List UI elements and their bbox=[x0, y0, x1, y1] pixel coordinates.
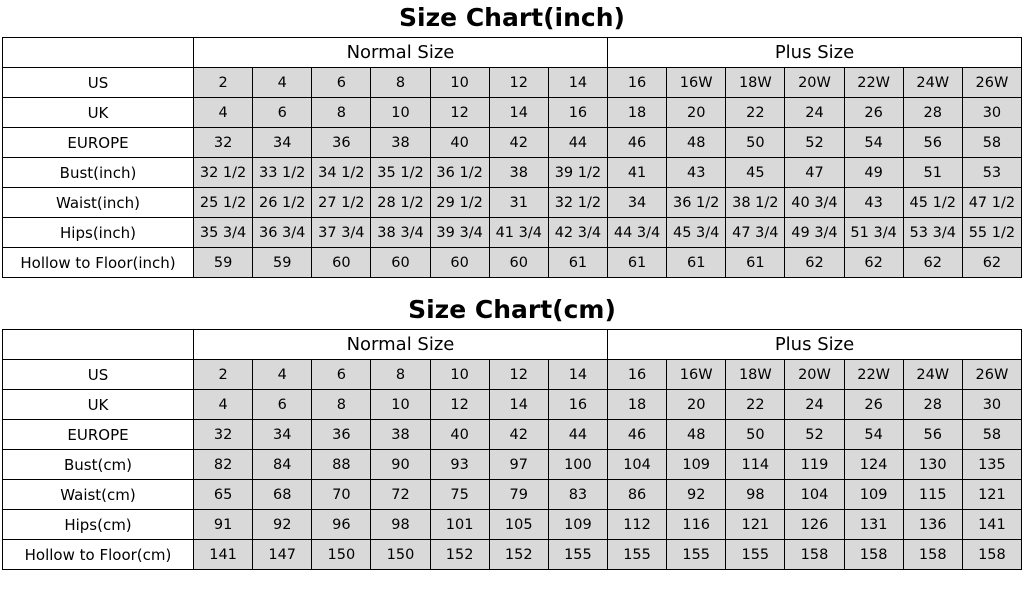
table-cell: 4 bbox=[253, 68, 312, 98]
group-header-normal-size: Normal Size bbox=[194, 330, 608, 360]
size-chart-inch-body bbox=[3, 38, 1022, 278]
size-chart-cm-table bbox=[2, 329, 1022, 570]
table-row bbox=[3, 158, 1022, 188]
table-cell: 114 bbox=[726, 450, 785, 480]
table-cell: 92 bbox=[667, 480, 726, 510]
table-cell: 50 bbox=[726, 420, 785, 450]
table-cell: 88 bbox=[312, 450, 371, 480]
group-header-normal-size: Normal Size bbox=[194, 38, 608, 68]
table-cell: 22W bbox=[844, 68, 903, 98]
table-row bbox=[3, 98, 1022, 128]
table-cell: 43 bbox=[844, 188, 903, 218]
table-cell: 39 1/2 bbox=[548, 158, 607, 188]
table-cell: 115 bbox=[903, 480, 962, 510]
table-cell: 51 bbox=[903, 158, 962, 188]
table-cell: 158 bbox=[962, 540, 1021, 570]
table-cell: 28 1/2 bbox=[371, 188, 430, 218]
table-cell: 52 bbox=[785, 420, 844, 450]
table-cell: 34 1/2 bbox=[312, 158, 371, 188]
table-cell: 30 bbox=[962, 390, 1021, 420]
table-cell: 32 bbox=[194, 420, 253, 450]
table-cell: 152 bbox=[489, 540, 548, 570]
table-cell: 12 bbox=[430, 390, 489, 420]
table-cell: 20 bbox=[667, 390, 726, 420]
table-cell: 27 1/2 bbox=[312, 188, 371, 218]
table-cell: 28 bbox=[903, 390, 962, 420]
table-cell: 155 bbox=[726, 540, 785, 570]
row-label: Hollow to Floor(cm) bbox=[3, 540, 194, 570]
table-cell: 60 bbox=[371, 248, 430, 278]
row-label: Bust(cm) bbox=[3, 450, 194, 480]
size-chart-cm-block bbox=[0, 292, 1024, 570]
table-cell: 33 1/2 bbox=[253, 158, 312, 188]
row-label: Bust(inch) bbox=[3, 158, 194, 188]
table-cell: 36 1/2 bbox=[667, 188, 726, 218]
table-cell: 20W bbox=[785, 68, 844, 98]
table-cell: 105 bbox=[489, 510, 548, 540]
table-cell: 10 bbox=[430, 360, 489, 390]
table-cell: 20W bbox=[785, 360, 844, 390]
table-cell: 82 bbox=[194, 450, 253, 480]
table-cell: 38 1/2 bbox=[726, 188, 785, 218]
table-cell: 60 bbox=[489, 248, 548, 278]
table-cell: 10 bbox=[430, 68, 489, 98]
table-cell: 61 bbox=[667, 248, 726, 278]
table-cell: 55 1/2 bbox=[962, 218, 1021, 248]
table-cell: 16 bbox=[548, 390, 607, 420]
table-cell: 121 bbox=[726, 510, 785, 540]
table-cell: 155 bbox=[548, 540, 607, 570]
table-cell: 45 1/2 bbox=[903, 188, 962, 218]
table-cell: 155 bbox=[607, 540, 666, 570]
table-cell: 49 bbox=[844, 158, 903, 188]
table-cell: 60 bbox=[430, 248, 489, 278]
table-cell: 38 bbox=[371, 420, 430, 450]
table-cell: 34 bbox=[253, 128, 312, 158]
table-cell: 53 3/4 bbox=[903, 218, 962, 248]
table-cell: 62 bbox=[962, 248, 1021, 278]
table-cell: 16 bbox=[607, 360, 666, 390]
row-label: US bbox=[3, 360, 194, 390]
table-cell: 126 bbox=[785, 510, 844, 540]
table-corner-cell bbox=[3, 38, 194, 68]
table-cell: 12 bbox=[430, 98, 489, 128]
table-cell: 30 bbox=[962, 98, 1021, 128]
row-label: Hips(cm) bbox=[3, 510, 194, 540]
table-cell: 26W bbox=[962, 68, 1021, 98]
table-cell: 135 bbox=[962, 450, 1021, 480]
table-cell: 53 bbox=[962, 158, 1021, 188]
table-cell: 47 bbox=[785, 158, 844, 188]
table-row bbox=[3, 68, 1022, 98]
table-cell: 101 bbox=[430, 510, 489, 540]
table-cell: 62 bbox=[844, 248, 903, 278]
table-cell: 43 bbox=[667, 158, 726, 188]
table-cell: 39 3/4 bbox=[430, 218, 489, 248]
table-cell: 98 bbox=[726, 480, 785, 510]
table-cell: 44 bbox=[548, 420, 607, 450]
table-cell: 61 bbox=[548, 248, 607, 278]
table-cell: 59 bbox=[253, 248, 312, 278]
row-label: UK bbox=[3, 390, 194, 420]
table-cell: 22 bbox=[726, 98, 785, 128]
row-label: Waist(cm) bbox=[3, 480, 194, 510]
table-cell: 46 bbox=[607, 128, 666, 158]
row-label: US bbox=[3, 68, 194, 98]
table-cell: 16W bbox=[667, 68, 726, 98]
table-group-header-row bbox=[3, 330, 1022, 360]
table-cell: 56 bbox=[903, 128, 962, 158]
table-cell: 50 bbox=[726, 128, 785, 158]
page-title-inch: Size Chart(inch) bbox=[399, 3, 625, 32]
table-cell: 8 bbox=[312, 98, 371, 128]
group-header-plus-size: Plus Size bbox=[607, 330, 1021, 360]
table-cell: 40 bbox=[430, 420, 489, 450]
table-cell: 49 3/4 bbox=[785, 218, 844, 248]
table-row bbox=[3, 510, 1022, 540]
table-cell: 141 bbox=[962, 510, 1021, 540]
table-cell: 46 bbox=[607, 420, 666, 450]
table-cell: 31 bbox=[489, 188, 548, 218]
table-cell: 112 bbox=[607, 510, 666, 540]
table-cell: 116 bbox=[667, 510, 726, 540]
table-cell: 28 bbox=[903, 98, 962, 128]
table-cell: 26 bbox=[844, 98, 903, 128]
table-cell: 32 bbox=[194, 128, 253, 158]
table-cell: 38 3/4 bbox=[371, 218, 430, 248]
table-cell: 58 bbox=[962, 420, 1021, 450]
table-cell: 109 bbox=[667, 450, 726, 480]
row-label: UK bbox=[3, 98, 194, 128]
table-cell: 14 bbox=[548, 68, 607, 98]
table-cell: 4 bbox=[253, 360, 312, 390]
table-cell: 58 bbox=[962, 128, 1021, 158]
table-cell: 62 bbox=[903, 248, 962, 278]
table-cell: 6 bbox=[253, 98, 312, 128]
table-cell: 51 3/4 bbox=[844, 218, 903, 248]
table-cell: 8 bbox=[312, 390, 371, 420]
page-title-cm: Size Chart(cm) bbox=[408, 295, 616, 324]
table-cell: 24 bbox=[785, 390, 844, 420]
table-cell: 100 bbox=[548, 450, 607, 480]
row-label: EUROPE bbox=[3, 128, 194, 158]
table-cell: 70 bbox=[312, 480, 371, 510]
table-cell: 150 bbox=[312, 540, 371, 570]
table-cell: 104 bbox=[785, 480, 844, 510]
table-cell: 6 bbox=[312, 360, 371, 390]
table-cell: 96 bbox=[312, 510, 371, 540]
table-cell: 109 bbox=[548, 510, 607, 540]
table-cell: 65 bbox=[194, 480, 253, 510]
table-cell: 60 bbox=[312, 248, 371, 278]
table-cell: 75 bbox=[430, 480, 489, 510]
table-corner-cell bbox=[3, 330, 194, 360]
table-cell: 34 bbox=[253, 420, 312, 450]
table-cell: 26 bbox=[844, 390, 903, 420]
table-cell: 18W bbox=[726, 68, 785, 98]
table-cell: 84 bbox=[253, 450, 312, 480]
table-cell: 158 bbox=[903, 540, 962, 570]
table-cell: 2 bbox=[194, 360, 253, 390]
table-cell: 98 bbox=[371, 510, 430, 540]
table-cell: 150 bbox=[371, 540, 430, 570]
table-cell: 40 bbox=[430, 128, 489, 158]
table-cell: 41 bbox=[607, 158, 666, 188]
table-cell: 141 bbox=[194, 540, 253, 570]
table-cell: 18W bbox=[726, 360, 785, 390]
table-cell: 97 bbox=[489, 450, 548, 480]
table-cell: 22 bbox=[726, 390, 785, 420]
table-cell: 83 bbox=[548, 480, 607, 510]
table-cell: 136 bbox=[903, 510, 962, 540]
table-cell: 45 bbox=[726, 158, 785, 188]
table-cell: 104 bbox=[607, 450, 666, 480]
table-cell: 79 bbox=[489, 480, 548, 510]
row-label: Waist(inch) bbox=[3, 188, 194, 218]
table-cell: 38 bbox=[371, 128, 430, 158]
group-header-plus-size: Plus Size bbox=[607, 38, 1021, 68]
table-row bbox=[3, 450, 1022, 480]
table-cell: 61 bbox=[726, 248, 785, 278]
table-cell: 4 bbox=[194, 390, 253, 420]
table-cell: 24W bbox=[903, 68, 962, 98]
table-row bbox=[3, 188, 1022, 218]
table-cell: 42 3/4 bbox=[548, 218, 607, 248]
table-cell: 62 bbox=[785, 248, 844, 278]
table-cell: 54 bbox=[844, 128, 903, 158]
table-cell: 86 bbox=[607, 480, 666, 510]
table-cell: 10 bbox=[371, 390, 430, 420]
table-cell: 119 bbox=[785, 450, 844, 480]
table-cell: 25 1/2 bbox=[194, 188, 253, 218]
table-cell: 18 bbox=[607, 390, 666, 420]
table-cell: 90 bbox=[371, 450, 430, 480]
table-cell: 92 bbox=[253, 510, 312, 540]
table-cell: 20 bbox=[667, 98, 726, 128]
table-cell: 14 bbox=[489, 98, 548, 128]
table-cell: 61 bbox=[607, 248, 666, 278]
table-cell: 158 bbox=[844, 540, 903, 570]
table-cell: 36 3/4 bbox=[253, 218, 312, 248]
table-cell: 131 bbox=[844, 510, 903, 540]
table-cell: 8 bbox=[371, 360, 430, 390]
table-cell: 24W bbox=[903, 360, 962, 390]
table-cell: 16W bbox=[667, 360, 726, 390]
table-cell: 130 bbox=[903, 450, 962, 480]
table-cell: 41 3/4 bbox=[489, 218, 548, 248]
table-cell: 42 bbox=[489, 420, 548, 450]
table-row bbox=[3, 360, 1022, 390]
table-cell: 147 bbox=[253, 540, 312, 570]
table-cell: 56 bbox=[903, 420, 962, 450]
table-cell: 10 bbox=[371, 98, 430, 128]
table-cell: 48 bbox=[667, 128, 726, 158]
table-cell: 26 1/2 bbox=[253, 188, 312, 218]
table-cell: 37 3/4 bbox=[312, 218, 371, 248]
table-row bbox=[3, 420, 1022, 450]
table-cell: 8 bbox=[371, 68, 430, 98]
table-cell: 93 bbox=[430, 450, 489, 480]
table-cell: 59 bbox=[194, 248, 253, 278]
table-row bbox=[3, 540, 1022, 570]
table-cell: 4 bbox=[194, 98, 253, 128]
table-row bbox=[3, 480, 1022, 510]
table-cell: 38 bbox=[489, 158, 548, 188]
table-cell: 16 bbox=[607, 68, 666, 98]
table-cell: 91 bbox=[194, 510, 253, 540]
table-cell: 42 bbox=[489, 128, 548, 158]
table-cell: 32 1/2 bbox=[194, 158, 253, 188]
table-cell: 6 bbox=[312, 68, 371, 98]
table-cell: 12 bbox=[489, 360, 548, 390]
table-cell: 35 3/4 bbox=[194, 218, 253, 248]
table-cell: 158 bbox=[785, 540, 844, 570]
table-cell: 155 bbox=[667, 540, 726, 570]
size-chart-inch-table bbox=[2, 37, 1022, 278]
table-cell: 109 bbox=[844, 480, 903, 510]
chart-divider bbox=[0, 278, 1024, 292]
table-cell: 24 bbox=[785, 98, 844, 128]
table-cell: 34 bbox=[607, 188, 666, 218]
table-row bbox=[3, 390, 1022, 420]
table-cell: 6 bbox=[253, 390, 312, 420]
table-cell: 124 bbox=[844, 450, 903, 480]
table-cell: 22W bbox=[844, 360, 903, 390]
table-cell: 2 bbox=[194, 68, 253, 98]
table-cell: 18 bbox=[607, 98, 666, 128]
table-cell: 29 1/2 bbox=[430, 188, 489, 218]
table-row bbox=[3, 218, 1022, 248]
table-cell: 45 3/4 bbox=[667, 218, 726, 248]
table-cell: 35 1/2 bbox=[371, 158, 430, 188]
table-cell: 121 bbox=[962, 480, 1021, 510]
row-label: EUROPE bbox=[3, 420, 194, 450]
table-cell: 44 bbox=[548, 128, 607, 158]
table-cell: 47 3/4 bbox=[726, 218, 785, 248]
size-chart-cm-body bbox=[3, 330, 1022, 570]
table-group-header-row bbox=[3, 38, 1022, 68]
table-cell: 14 bbox=[548, 360, 607, 390]
table-cell: 52 bbox=[785, 128, 844, 158]
table-cell: 47 1/2 bbox=[962, 188, 1021, 218]
table-row bbox=[3, 128, 1022, 158]
table-cell: 40 3/4 bbox=[785, 188, 844, 218]
table-cell: 36 bbox=[312, 420, 371, 450]
table-cell: 16 bbox=[548, 98, 607, 128]
table-cell: 36 bbox=[312, 128, 371, 158]
table-cell: 32 1/2 bbox=[548, 188, 607, 218]
table-cell: 12 bbox=[489, 68, 548, 98]
table-cell: 26W bbox=[962, 360, 1021, 390]
table-row bbox=[3, 248, 1022, 278]
row-label: Hollow to Floor(inch) bbox=[3, 248, 194, 278]
table-cell: 152 bbox=[430, 540, 489, 570]
table-cell: 14 bbox=[489, 390, 548, 420]
table-cell: 68 bbox=[253, 480, 312, 510]
table-cell: 48 bbox=[667, 420, 726, 450]
table-cell: 54 bbox=[844, 420, 903, 450]
table-cell: 36 1/2 bbox=[430, 158, 489, 188]
table-cell: 44 3/4 bbox=[607, 218, 666, 248]
table-cell: 72 bbox=[371, 480, 430, 510]
row-label: Hips(inch) bbox=[3, 218, 194, 248]
size-chart-inch-block bbox=[0, 0, 1024, 278]
